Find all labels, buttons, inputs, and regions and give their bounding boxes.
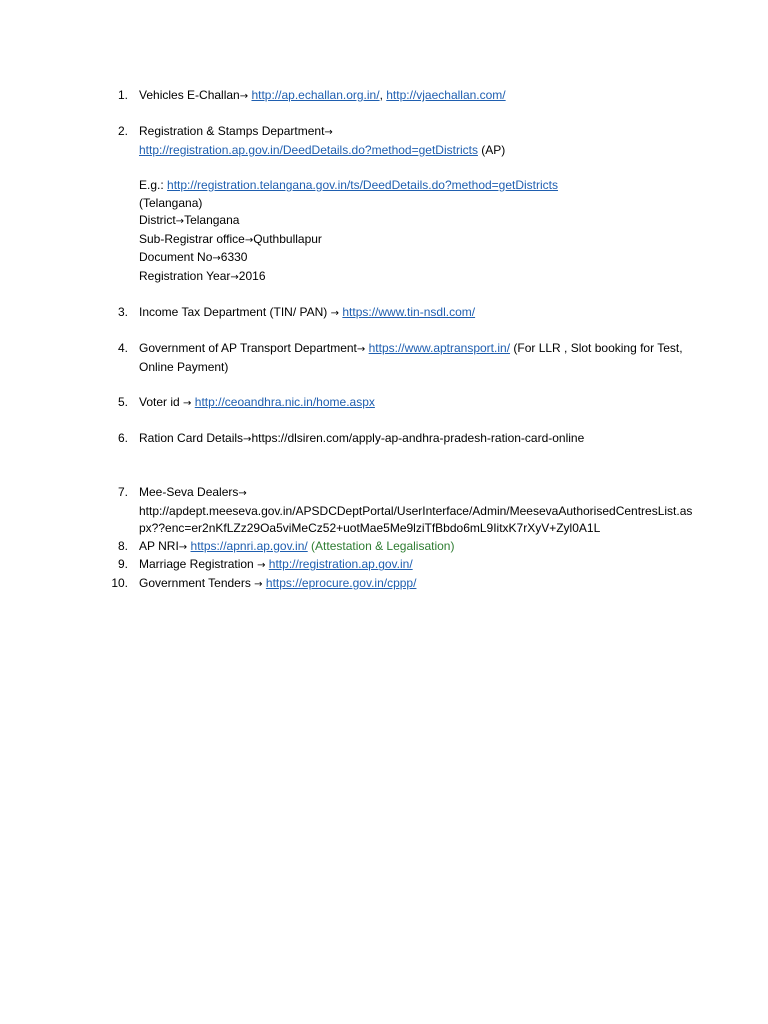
- example-block: [0, 177, 699, 287]
- detail-value: 2016: [238, 268, 266, 283]
- arrow-icon: →: [257, 560, 266, 572]
- item-label: Marriage Registration: [139, 557, 258, 572]
- item-label: Voter id: [139, 395, 184, 410]
- item-label: Government Tenders: [139, 576, 255, 591]
- arrow-icon: →: [212, 253, 221, 265]
- meeseva-url-text: http://apdept.meeseva.gov.in/APSDCDeptPortal/UserInterface/Admin/MeesevaAuthorisedCentresList.aspx??enc=er2nKfLZz29Oa5viMeCz52+uotMae5Me9lziTfBbdo6mL9IitxK7rXyV+Zyl0A1L: [139, 503, 693, 536]
- detail-value: 6330: [220, 250, 248, 265]
- example-suffix: (Telangana): [139, 195, 203, 210]
- ceoandhra-link[interactable]: http://ceoandhra.nic.in/home.aspx: [194, 395, 375, 410]
- detail-key: Document No: [139, 250, 213, 265]
- arrow-icon: →: [330, 308, 340, 320]
- item-number: 1.: [117, 88, 128, 102]
- echallan-link[interactable]: http://ap.echallan.org.in/: [251, 88, 380, 102]
- item-number: 2.: [117, 124, 128, 139]
- item-suffix: (Attestation & Legalisation): [307, 538, 455, 553]
- registration-ap-link[interactable]: http://registration.ap.gov.in/DeedDetails.do?method=getDistricts: [139, 142, 478, 157]
- example-label: E.g.:: [139, 177, 168, 192]
- arrow-icon: →: [324, 127, 333, 139]
- separator: ,: [379, 88, 387, 102]
- item-number: 9.: [117, 557, 128, 572]
- eprocure-link[interactable]: https://eprocure.gov.in/cppp/: [265, 576, 417, 591]
- item-number: 7.: [117, 485, 128, 500]
- item-label: Government of AP Transport Department: [139, 341, 357, 356]
- list-item: [0, 304, 699, 323]
- list-item: [0, 394, 699, 413]
- vjaechallan-link[interactable]: http://vjaechallan.com/: [386, 88, 506, 102]
- detail-value: Telangana: [184, 213, 240, 228]
- arrow-icon: →: [178, 541, 188, 553]
- aptransport-link[interactable]: https://www.aptransport.in/: [368, 341, 511, 356]
- item-suffix: (For LLR , Slot booking for Test, Online Payment): [139, 341, 683, 374]
- list-item: [0, 87, 699, 106]
- registration-telangana-link[interactable]: http://registration.telangana.gov.in/ts/DeedDetails.do?method=getDistricts: [167, 177, 559, 192]
- arrow-icon: →: [183, 398, 192, 410]
- list-item: [0, 575, 699, 594]
- item-number: 4.: [117, 341, 128, 356]
- list-item: [0, 538, 699, 557]
- item-number: 10.: [111, 576, 128, 591]
- arrow-icon: →: [239, 91, 249, 102]
- item-suffix: (AP): [477, 142, 506, 157]
- ration-card-url-text: https://dlsiren.com/apply-ap-andhra-pradesh-ration-card-online: [251, 431, 585, 446]
- arrow-icon: →: [356, 344, 366, 356]
- list-item: [0, 430, 699, 449]
- detail-key: Sub-Registrar office: [139, 231, 245, 246]
- marriage-registration-link[interactable]: http://registration.ap.gov.in/: [268, 557, 413, 572]
- arrow-icon: →: [238, 488, 247, 500]
- list-item: [0, 340, 699, 376]
- list-item: [0, 123, 699, 159]
- item-label: Registration & Stamps Department: [139, 124, 325, 139]
- arrow-icon: →: [175, 216, 185, 228]
- links-list: [0, 87, 768, 594]
- detail-value: Quthbullapur: [253, 231, 322, 246]
- item-number: 5.: [117, 395, 128, 410]
- tin-nsdl-link[interactable]: https://www.tin-nsdl.com/: [342, 305, 476, 320]
- item-number: 3.: [117, 305, 128, 320]
- item-label: Ration Card Details: [139, 431, 244, 446]
- item-label: Mee-Seva Dealers: [139, 485, 239, 500]
- item-number: 6.: [117, 431, 128, 446]
- arrow-icon: →: [230, 271, 239, 283]
- item-label: Income Tax Department (TIN/ PAN): [139, 305, 331, 320]
- item-label: Vehicles E-Challan: [139, 88, 240, 102]
- detail-key: District: [139, 213, 176, 228]
- arrow-icon: →: [254, 579, 263, 591]
- detail-key: Registration Year: [139, 268, 231, 283]
- arrow-icon: →: [243, 434, 252, 446]
- arrow-icon: →: [244, 234, 254, 246]
- list-item: [0, 484, 699, 538]
- item-number: 8.: [117, 538, 128, 553]
- item-label: AP NRI: [139, 538, 179, 553]
- list-item: [0, 556, 699, 575]
- apnri-link[interactable]: https://apnri.ap.gov.in/: [190, 538, 308, 553]
